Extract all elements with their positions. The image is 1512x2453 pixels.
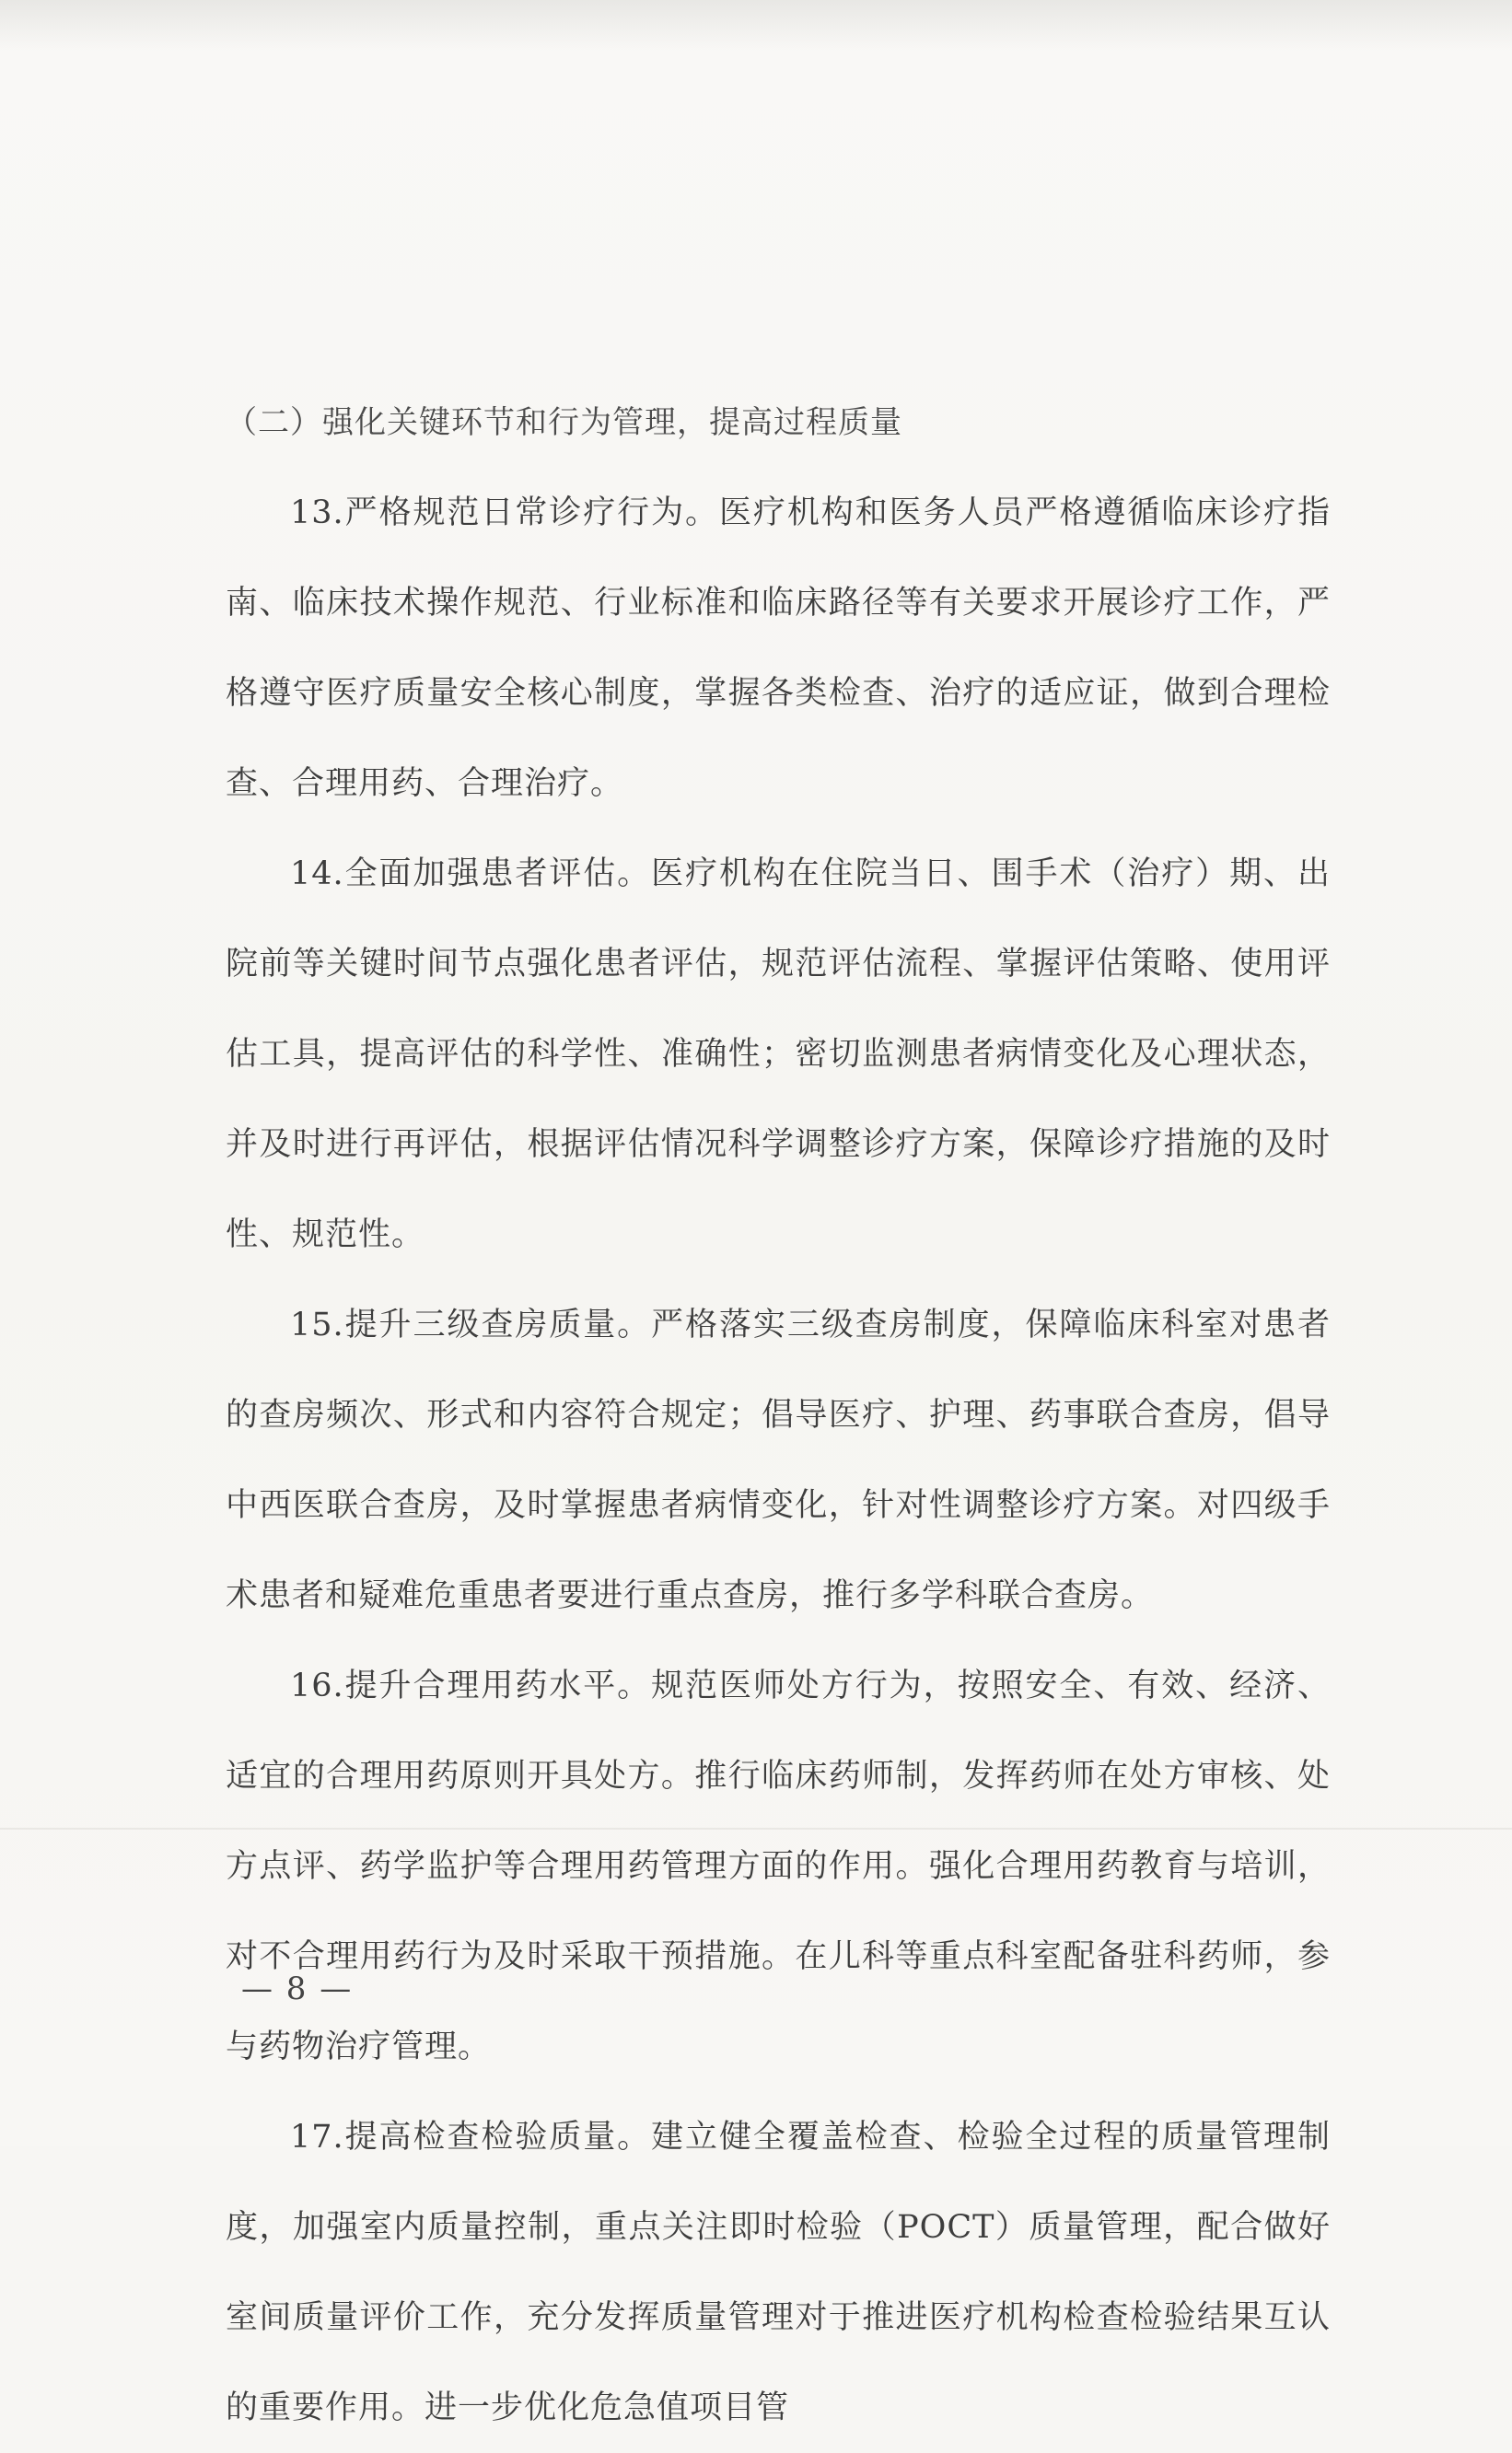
paragraph-15: 15.提升三级查房质量。严格落实三级查房制度，保障临床科室对患者的查房频次、形式和内容符合规定；倡导医疗、护理、药事联合查房，倡导中西医联合查房，及时掌握患者病情变化，针对性调整诊疗方案。对四级手术患者和疑难危重患者要进行重点查房，推行多学科联合查房。 bbox=[226, 1307, 1331, 1614]
paragraph-17: 17.提高检查检验质量。建立健全覆盖检查、检验全过程的质量管理制度，加强室内质量控制，重点关注即时检验（POCT）质量管理，配合做好室间质量评价工作，充分发挥质量管理对于推进医疗机构检查检验结果互认的重要作用。进一步优化危急值项目管 bbox=[226, 2119, 1331, 2426]
document-body bbox=[226, 378, 1331, 2453]
paragraph-14: 14.全面加强患者评估。医疗机构在住院当日、围手术（治疗）期、出院前等关键时间节点强化患者评估，规范评估流程、掌握评估策略、使用评估工具，提高评估的科学性、准确性；密切监测患者病情变化及心理状态，并及时进行再评估，根据评估情况科学调整诊疗方案，保障诊疗措施的及时性、规范性。 bbox=[226, 855, 1331, 1253]
section-heading: （二）强化关键环节和行为管理，提高过程质量 bbox=[226, 404, 902, 441]
scan-top-edge bbox=[0, 0, 1512, 51]
paragraph-16: 16.提升合理用药水平。规范医师处方行为，按照安全、有效、经济、适宜的合理用药原则开具处方。推行临床药师制，发挥药师在处方审核、处方点评、药学监护等合理用药管理方面的作用。强化合理用药教育与培训，对不合理用药行为及时采取干预措施。在儿科等重点科室配备驻科药师，参与药物治疗管理。 bbox=[226, 1668, 1331, 2065]
page-number: — 8 — bbox=[241, 1971, 354, 2007]
paragraph-13: 13.严格规范日常诊疗行为。医疗机构和医务人员严格遵循临床诊疗指南、临床技术操作规范、行业标准和临床路径等有关要求开展诊疗工作，严格遵守医疗质量安全核心制度，掌握各类检查、治疗的适应证，做到合理检查、合理用药、合理治疗。 bbox=[226, 494, 1331, 802]
